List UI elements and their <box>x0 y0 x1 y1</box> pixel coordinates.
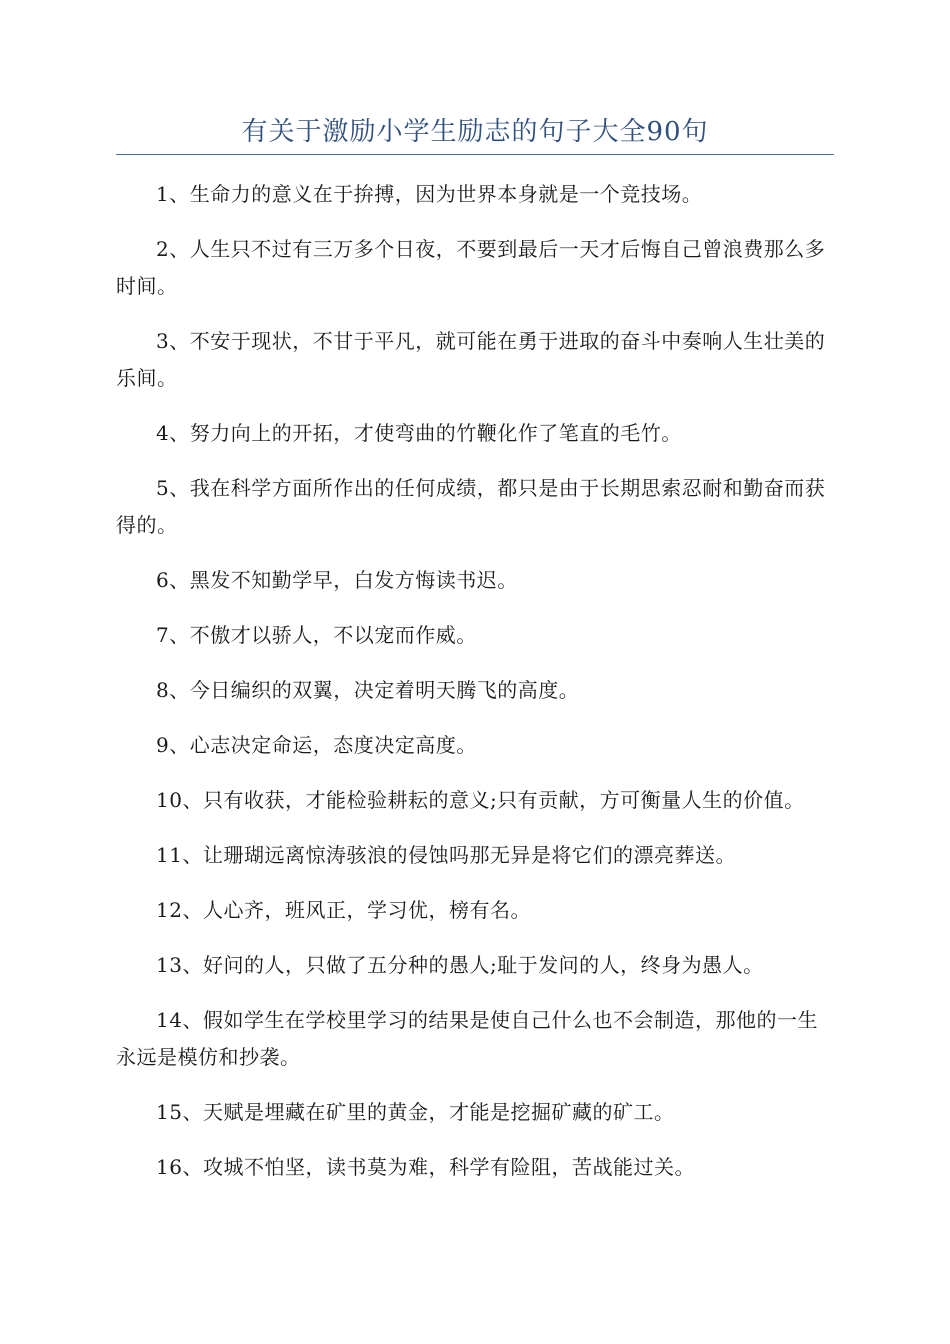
paragraph-13: 13、好问的人，只做了五分种的愚人;耻于发问的人，终身为愚人。 <box>156 953 764 977</box>
document-body <box>116 176 834 1204</box>
paragraph-4: 4、努力向上的开拓，才使弯曲的竹鞭化作了笔直的毛竹。 <box>156 421 682 445</box>
paragraph-2: 2、人生只不过有三万多个日夜，不要到最后一天才后悔自己曾浪费那么多时间。 <box>116 237 826 298</box>
paragraph-6: 6、黑发不知勤学早，白发方悔读书迟。 <box>156 568 518 592</box>
paragraph-14: 14、假如学生在学校里学习的结果是使自己什么也不会制造，那他的一生永远是模仿和抄袭。 <box>116 1008 818 1069</box>
paragraph-15: 15、天赋是埋藏在矿里的黄金，才能是挖掘矿藏的矿工。 <box>156 1100 675 1124</box>
paragraph-12: 12、人心齐，班风正，学习优，榜有名。 <box>156 898 531 922</box>
paragraph-10: 10、只有收获，才能检验耕耘的意义;只有贡献，方可衡量人生的价值。 <box>156 788 805 812</box>
paragraph-7: 7、不傲才以骄人，不以宠而作威。 <box>156 623 477 647</box>
paragraph-9: 9、心志决定命运，态度决定高度。 <box>156 733 477 757</box>
title-divider <box>116 154 834 155</box>
paragraph-8: 8、今日编织的双翼，决定着明天腾飞的高度。 <box>156 678 580 702</box>
paragraph-1: 1、生命力的意义在于拚搏，因为世界本身就是一个竞技场。 <box>156 182 703 206</box>
paragraph-5: 5、我在科学方面所作出的任何成绩，都只是由于长期思索忍耐和勤奋而获得的。 <box>116 476 826 537</box>
paragraph-16: 16、攻城不怕坚，读书莫为难，科学有险阻，苦战能过关。 <box>156 1155 695 1179</box>
paragraph-11: 11、让珊瑚远离惊涛骇浪的侵蚀吗那无异是将它们的漂亮葬送。 <box>156 843 736 867</box>
paragraph-3: 3、不安于现状，不甘于平凡，就可能在勇于进取的奋斗中奏响人生壮美的乐间。 <box>116 329 826 390</box>
document-title: 有关于激励小学生励志的句子大全90句 <box>241 117 709 147</box>
